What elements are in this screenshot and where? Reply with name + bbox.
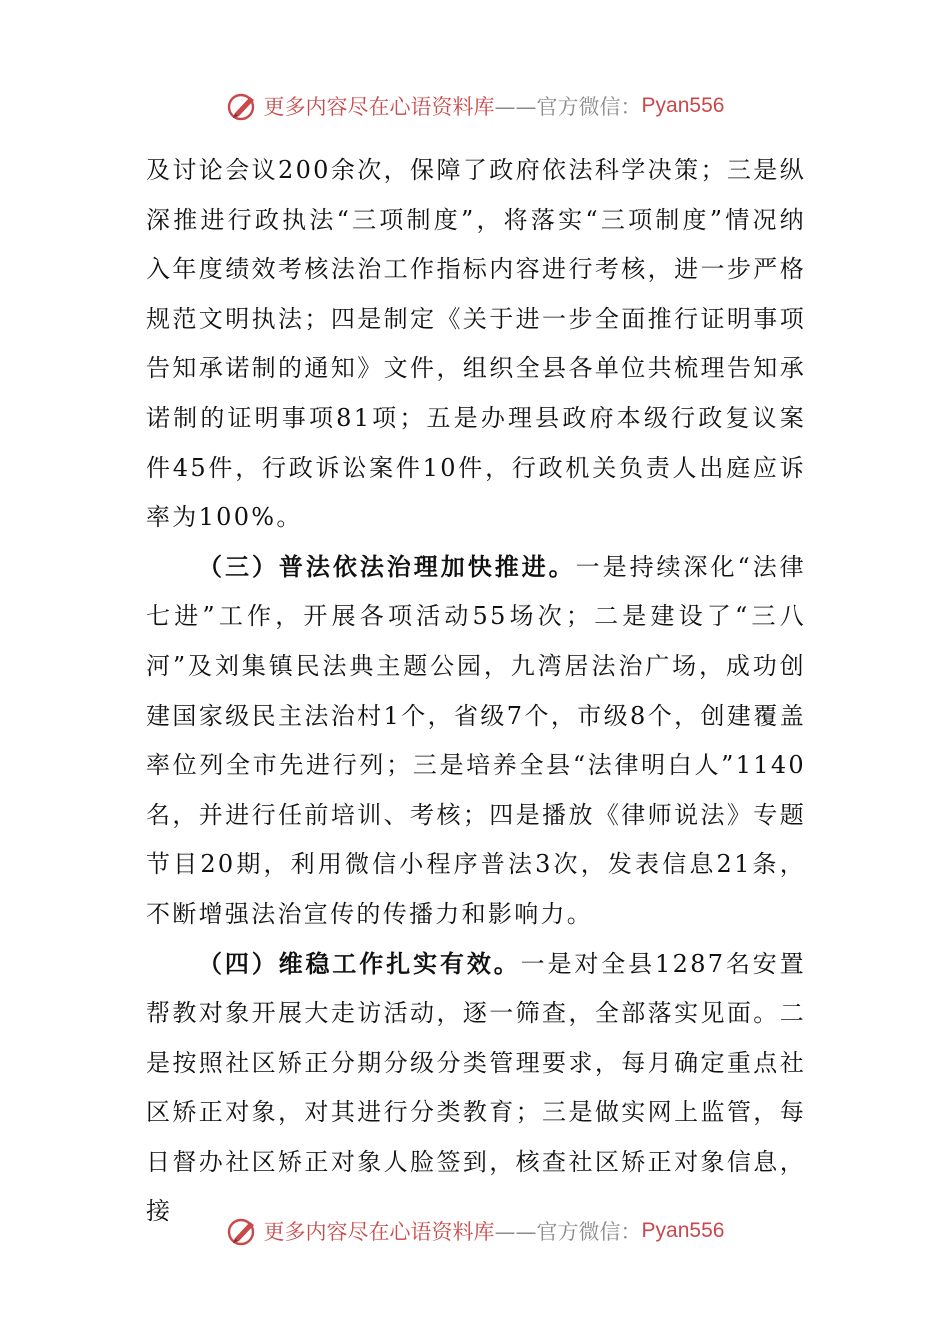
pen-circle-icon xyxy=(226,89,260,123)
paragraph-section-4 xyxy=(146,940,806,1238)
watermark-wechat-id: Pyan556 xyxy=(641,1219,725,1242)
document-body xyxy=(146,146,806,1237)
watermark-separator-text: ——官方微信： xyxy=(494,95,642,119)
paragraph-text: 一是持续深化“法律七进”工作，开展各项活动55场次；二是建设了“三八河”及刘集镇民法典主题公园，九湾居法治广场，成功创建国家级民主法治村1个，省级7个，市级8个，创建覆盖率位列全市先进行列；三是培养全县“法律明白人”1140名，并进行任前培训、考核；四是播放《律师说法》专题节目20期，利用微信小程序普法3次，发表信息21条，不断增强法治宣传的传播力和影响力。 xyxy=(146,552,806,928)
watermark-wechat-id: Pyan556 xyxy=(641,94,725,117)
paragraph-section-3 xyxy=(146,543,806,940)
pen-circle-icon xyxy=(226,1214,260,1248)
section-heading: （四）维稳工作扎实有效。 xyxy=(198,949,521,978)
section-heading: （三）普法依法治理加快推进。 xyxy=(198,552,576,581)
header-watermark xyxy=(0,86,950,126)
watermark-main-text: 更多内容尽在心语资料库 xyxy=(263,1220,495,1244)
watermark-separator-text: ——官方微信： xyxy=(494,1220,642,1244)
footer-watermark xyxy=(0,1211,950,1251)
paragraph-continued xyxy=(146,146,806,543)
paragraph-text: 及讨论会议200余次，保障了政府依法科学决策；三是纵深推进行政执法“三项制度”，将落实“三项制度”情况纳入年度绩效考核法治工作指标内容进行考核，进一步严格规范文明执法；四是制定《关于进一步全面推行证明事项告知承诺制的通知》文件，组织全县各单位共梳理告知承诺制的证明事项81项；五是办理县政府本级行政复议案件45件，行政诉讼案件10件，行政机关负责人出庭应诉率为100%。 xyxy=(146,156,806,532)
watermark-main-text: 更多内容尽在心语资料库 xyxy=(263,95,495,119)
paragraph-text: 一是对全县1287名安置帮教对象开展大走访活动，逐一筛查，全部落实见面。二是按照社区矫正分期分级分类管理要求，每月确定重点社区矫正对象，对其进行分类教育；三是做实网上监管，每日督办社区矫正对象人脸签到，核查社区矫正对象信息，接 xyxy=(146,949,806,1226)
